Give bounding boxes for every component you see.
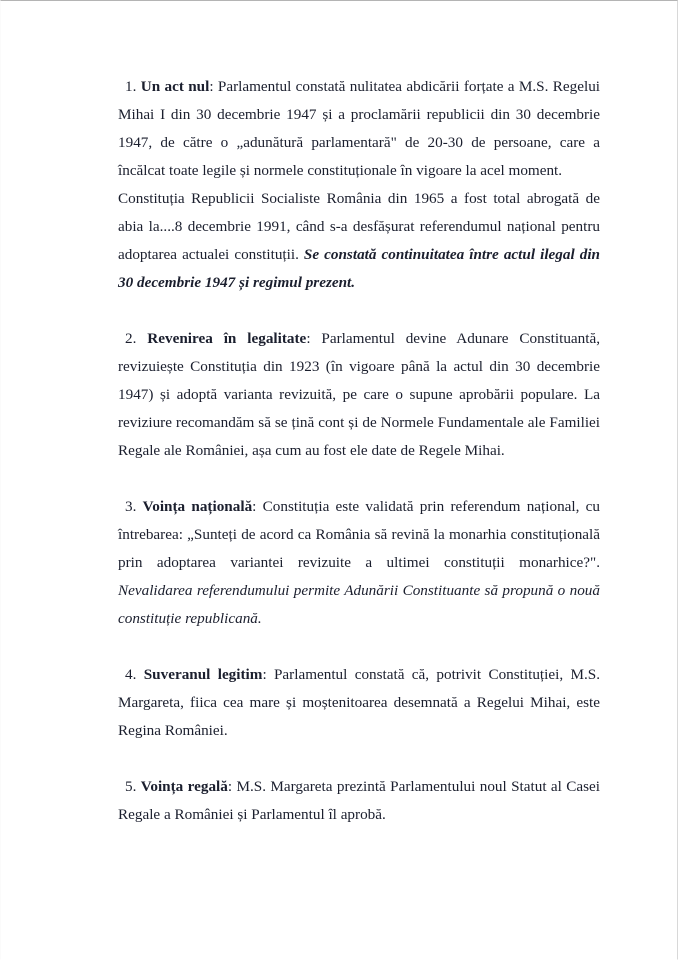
paragraph-4-heading: Suveranul legitim xyxy=(143,666,263,683)
paragraph-1-emphasis: Se constată continuitatea între actul ilegal din 30 decembrie 1947 și regimul prezent. xyxy=(118,246,600,291)
paragraph-5 xyxy=(118,773,600,829)
paragraph-1-text: : Parlamentul constată nulitatea abdicării forțate a M.S. Regelui Mihai I din 30 decembrie 1947 și a proclamării republicii din 30 decembrie 1947, de către o „adunătură parlamentară" de 20-30 de persoane, care a încălcat toate legile și normele constituționale în vigoare la acel moment. xyxy=(118,78,601,179)
paragraph-2-number: 2. xyxy=(125,330,137,347)
paragraph-2-text: : Parlamentul devine Adunare Constituantă, revizuiește Constituția din 1923 (în vigoare până la actul din 30 decembrie 1947) și adoptă varianta revizuită, pe care o supune aprobării populare. La reviziure recomandăm să se țină cont și de Normele Fundamentale ale Familiei Regale ale României, așa cum au fost ele date de Regele Mihai. xyxy=(118,330,601,459)
document-body xyxy=(118,73,600,829)
paragraph-5-number: 5. xyxy=(125,778,137,795)
paragraph-3-heading: Voința națională xyxy=(142,498,253,515)
paragraph-4-number: 4. xyxy=(125,666,137,683)
paragraph-1-heading: Un act nul xyxy=(140,78,210,95)
paragraph-3-number: 3. xyxy=(125,498,137,515)
paragraph-3-emphasis: Nevalidarea referendumului permite Adunării Constituante să propună o nouă constituție republicană. xyxy=(118,582,600,627)
paragraph-3 xyxy=(118,493,600,633)
paragraph-1-continuation-text: Constituția Republicii Socialiste România din 1965 a fost total abrogată de abia la....8 decembrie 1991, când s-a desfășurat referendumul național pentru adoptarea actualei constituții. xyxy=(118,190,600,263)
paragraph-1 xyxy=(118,73,600,185)
paragraph-5-heading: Voința regală xyxy=(140,778,228,795)
paragraph-1-number: 1. xyxy=(125,78,137,95)
paragraph-4 xyxy=(118,661,600,745)
paragraph-4-text: : Parlamentul constată că, potrivit Constituției, M.S. Margareta, fiica cea mare și moștenitoarea desemnată a Regelui Mihai, este Regina României. xyxy=(118,666,600,739)
paragraph-5-text: : M.S. Margareta prezintă Parlamentului noul Statut al Casei Regale a României și Parlamentul îl aprobă. xyxy=(118,778,601,823)
paragraph-2 xyxy=(118,325,600,465)
paragraph-1-continuation xyxy=(118,185,600,297)
paragraph-3-text: : Constituția este validată prin referendum național, cu întrebarea: „Sunteți de acord ca România să revină la monarhia constituțională prin adoptarea variantei revizuite a ultimei constituții monarhice?". xyxy=(118,498,601,571)
paragraph-2-heading: Revenirea în legalitate xyxy=(147,330,307,347)
